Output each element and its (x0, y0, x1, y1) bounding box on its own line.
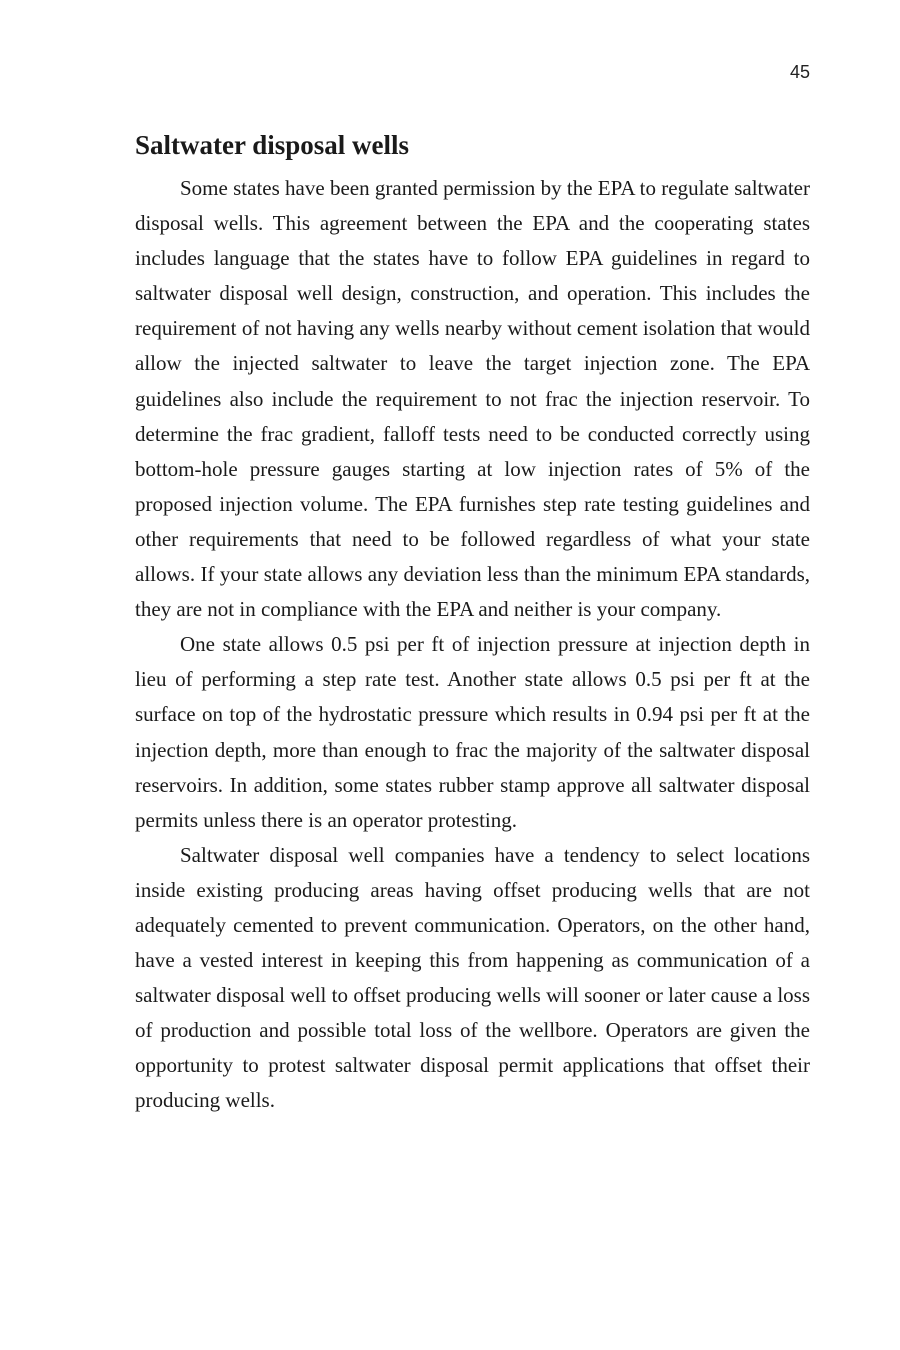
page-number: 45 (789, 62, 810, 82)
section-heading: Saltwater disposal wells (135, 130, 410, 160)
paragraph-2: One state allows 0.5 psi per ft of injection pressure at injection depth in lieu of performing a step rate test. Another state allows 0.5 psi per ft at the surface on top of the hydrostatic pressure which results in 0.94 psi per ft at the injection depth, more than enough to frac the majority of the saltwater disposal reservoirs. In addition, some states rubber stamp approve all saltwater disposal permits unless there is an operator protesting. (135, 632, 810, 832)
page-content (135, 125, 810, 1119)
paragraph-3: Saltwater disposal well companies have a tendency to select locations inside existing producing areas having offset producing wells that are not adequately cemented to prevent communication. Operators, on the other hand, have a vested interest in keeping this from happening as communication of a saltwater disposal well to offset producing wells will sooner or later cause a loss of production and possible total loss of the wellbore. Operators are given the opportunity to protest saltwater disposal permit applications that offset their producing wells. (135, 842, 810, 1113)
paragraph-1: Some states have been granted permission by the EPA to regulate saltwater disposal wells. This agreement between the EPA and the cooperating states includes language that the states have to follow EPA guidelines in regard to saltwater disposal well design, construction, and operation. This includes the requirement of not having any wells nearby without cement isolation that would allow the injected saltwater to leave the target injection zone. The EPA guidelines also include the requirement to not frac the injection reservoir. To determine the frac gradient, falloff tests need to be conducted correctly using bottom-hole pressure gauges starting at low injection rates of 5% of the proposed injection volume. The EPA furnishes step rate testing guidelines and other requirements that need to be followed regardless of what your state allows. If your state allows any deviation less than the minimum EPA standards, they are not in compliance with the EPA and neither is your company. (135, 176, 810, 622)
